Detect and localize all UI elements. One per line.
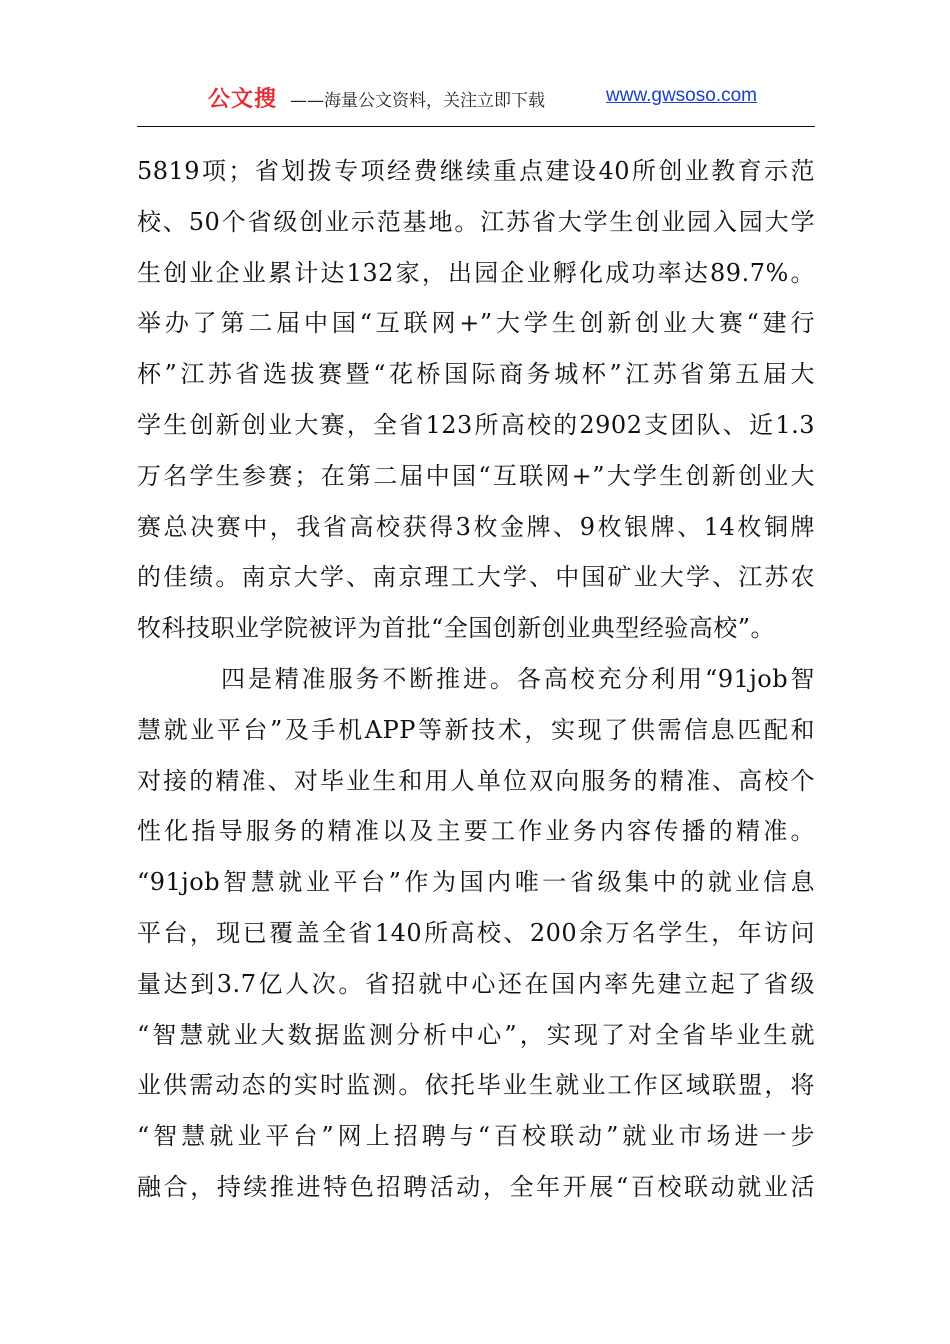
text-line: 万名学生参赛；在第二届中国“互联网+”大学生创新创业大 [137, 461, 815, 490]
document-body [137, 146, 815, 1213]
brand-logo: 公文搜 [208, 87, 278, 112]
text-line: 学生创新创业大赛，全省123所高校的2902支团队、近1.3 [137, 410, 815, 439]
text-line: 性化指导服务的精准以及主要工作业务内容传播的精准。 [137, 817, 815, 846]
text-line: 平台，现已覆盖全省140所高校、200余万名学生，年访问 [137, 918, 815, 947]
text-line: 牧科技职业学院被评为首批“全国创新创业典型经验高校”。 [137, 614, 776, 643]
header-divider [137, 126, 815, 127]
text-line: 对接的精准、对毕业生和用人单位双向服务的精准、高校个 [137, 766, 815, 795]
text-line: 慧就业平台”及手机APP等新技术，实现了供需信息匹配和 [137, 715, 815, 744]
text-line: 生创业企业累计达132家，出园企业孵化成功率达89.7%。 [137, 258, 815, 287]
text-line: 举办了第二届中国“互联网+”大学生创新创业大赛“建行 [137, 309, 815, 338]
paragraph-start-line: 四是精准服务不断推进。各高校充分利用“91job智 [221, 664, 815, 693]
text-line: 校、50个省级创业示范基地。江苏省大学生创业园入园大学 [137, 207, 815, 236]
site-link[interactable]: www.gwsoso.com [606, 85, 757, 106]
text-line: “智慧就业大数据监测分析中心”，实现了对全省毕业生就 [137, 1020, 815, 1049]
text-line: 业供需动态的实时监测。依托毕业生就业工作区域联盟，将 [137, 1071, 815, 1100]
text-line: 5819项；省划拨专项经费继续重点建设40所创业教育示范 [137, 157, 815, 185]
text-line: 赛总决赛中，我省高校获得3枚金牌、9枚银牌、14枚铜牌 [137, 512, 815, 541]
text-line: 融合，持续推进特色招聘活动，全年开展“百校联动就业活 [137, 1172, 815, 1201]
document-header [0, 80, 950, 114]
text-line: 的佳绩。南京大学、南京理工大学、中国矿业大学、江苏农 [137, 563, 815, 592]
text-line: “91job智慧就业平台”作为国内唯一省级集中的就业信息 [137, 868, 815, 897]
text-line: 杯”江苏省选拔赛暨“花桥国际商务城杯”江苏省第五届大 [137, 360, 815, 389]
header-tagline: ——海量公文资料，关注立即下载 [290, 91, 545, 111]
text-line: “智慧就业平台”网上招聘与“百校联动”就业市场进一步 [137, 1122, 815, 1151]
text-line: 量达到3.7亿人次。省招就中心还在国内率先建立起了省级 [137, 969, 815, 998]
